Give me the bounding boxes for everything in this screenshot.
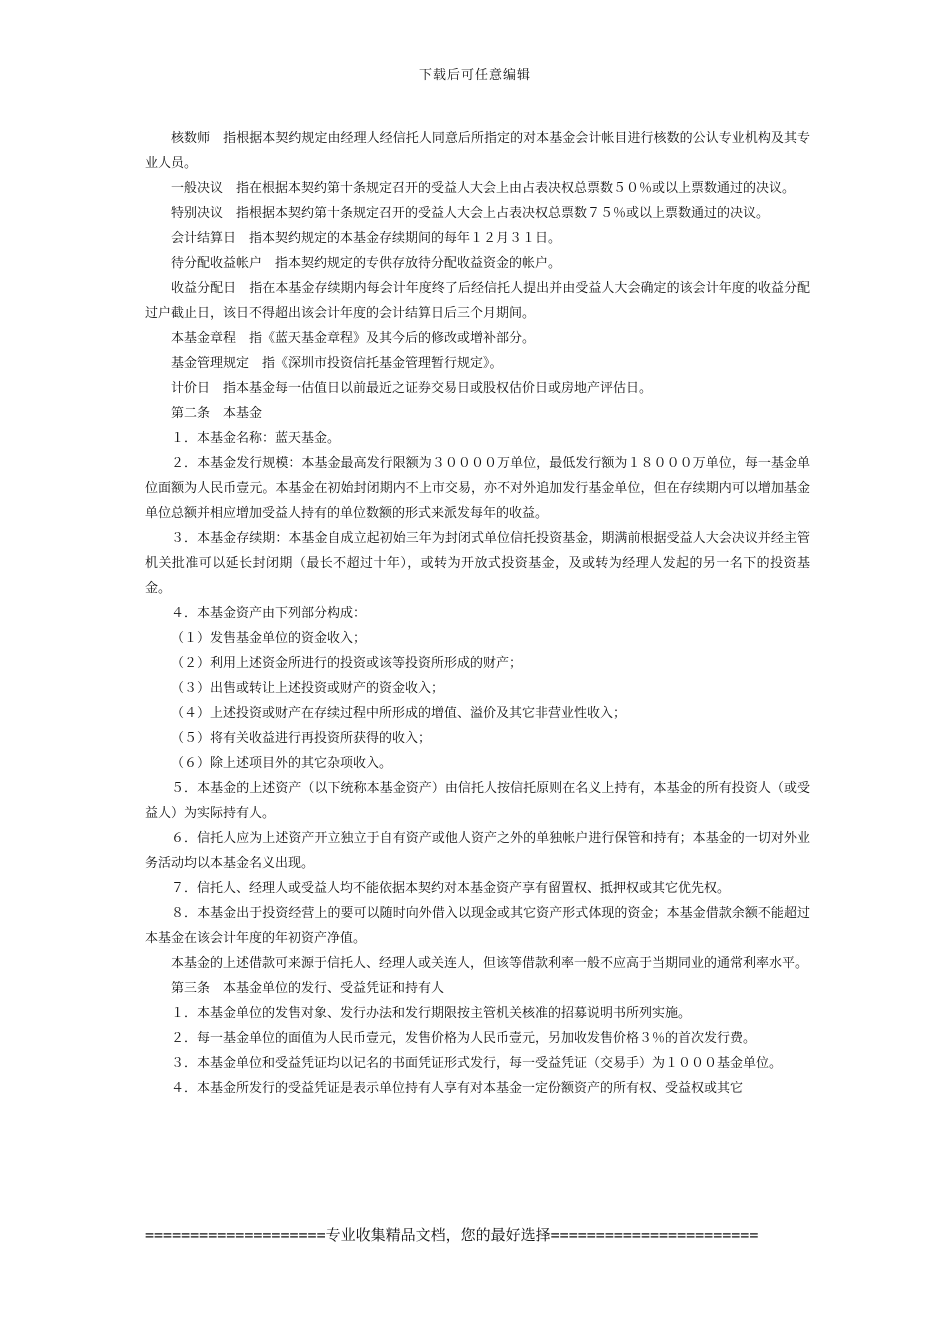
document-body (145, 126, 810, 1101)
list-item: （４）上述投资或财产在存续过程中所形成的增值、溢价及其它非营业性收入； (171, 706, 627, 721)
paragraph: ６．信托人应为上述资产开立独立于自有资产或他人资产之外的单独帐户进行保管和持有；本基金的一切对外业务活动均以本基金名义出现。 (145, 831, 810, 871)
paragraph: 计价日 指本基金每一估值日以前最近之证券交易日或股权估价日或房地产评估日。 (171, 381, 653, 396)
section-heading: 第三条 本基金单位的发行、受益凭证和持有人 (171, 981, 445, 996)
paragraph: ８．本基金出于投资经营上的要可以随时向外借入以现金或其它资产形式体现的资金；本基金借款余额不能超过本基金在该会计年度的年初资产净值。 (145, 906, 810, 946)
paragraph: ３．本基金存续期：本基金自成立起初始三年为封闭式单位信托投资基金，期满前根据受益人大会决议并经主管机关批准可以延长封闭期（最长不超过十年），或转为开放式投资基金，及或转为经理人发起的另一名下的投资基金。 (145, 531, 810, 596)
paragraph: ７．信托人、经理人或受益人均不能依据本契约对本基金资产享有留置权、抵押权或其它优先权。 (171, 881, 731, 896)
page-footer (145, 1224, 810, 1246)
list-item: （６）除上述项目外的其它杂项收入。 (171, 756, 393, 771)
paragraph: 收益分配日 指在本基金存续期内每会计年度终了后经信托人提出并由受益人大会确定的该会计年度的收益分配过户截止日，该日不得超出该会计年度的会计结算日后三个月期间。 (145, 281, 810, 321)
list-item: （１）发售基金单位的资金收入； (171, 631, 367, 646)
list-item: （２）利用上述资金所进行的投资或该等投资所形成的财产； (171, 656, 523, 671)
section-heading: 第二条 本基金 (171, 406, 263, 421)
paragraph: 核数师 指根据本契约规定由经理人经信托人同意后所指定的对本基金会计帐目进行核数的公认专业机构及其专业人员。 (145, 131, 810, 171)
list-item: （５）将有关收益进行再投资所获得的收入； (171, 731, 432, 746)
paragraph: 特别决议 指根据本契约第十条规定召开的受益人大会上占表决权总票数７５％或以上票数通过的决议。 (171, 206, 770, 221)
page-header: 下载后可任意编辑 (418, 68, 531, 83)
paragraph: 会计结算日 指本契约规定的本基金存续期间的每年１２月３１日。 (171, 231, 562, 246)
paragraph: ２．每一基金单位的面值为人民币壹元，发售价格为人民币壹元，另加收发售价格３％的首次发行费。 (171, 1031, 757, 1046)
paragraph: 本基金的上述借款可来源于信托人、经理人或关连人，但该等借款利率一般不应高于当期同业的通常利率水平。 (171, 956, 809, 971)
paragraph: ４．本基金资产由下列部分构成： (171, 606, 367, 621)
footer-text: 专业收集精品文档，您的最好选择 (325, 1226, 551, 1244)
list-item: （３）出售或转让上述投资或财产的资金收入； (171, 681, 445, 696)
footer-rule-left: ==================== (145, 1226, 326, 1244)
paragraph: １．本基金单位的发售对象、发行办法和发行期限按主管机关核准的招募说明书所列实施。 (171, 1006, 692, 1021)
paragraph: ３．本基金单位和受益凭证均以记名的书面凭证形式发行，每一受益凭证（交易手）为１０００基金单位。 (171, 1056, 783, 1071)
paragraph: 基金管理规定 指《深圳市投资信托基金管理暂行规定》。 (171, 356, 503, 371)
paragraph: 一般决议 指在根据本契约第十条规定召开的受益人大会上由占表决权总票数５０％或以上票数通过的决议。 (171, 181, 796, 196)
paragraph: 本基金章程 指《蓝天基金章程》及其今后的修改或增补部分。 (171, 331, 536, 346)
paragraph: ４．本基金所发行的受益凭证是表示单位持有人享有对本基金一定份额资产的所有权、受益权或其它 (171, 1081, 744, 1096)
paragraph: ２．本基金发行规模：本基金最高发行限额为３００００万单位，最低发行额为１８０００万单位，每一基金单位面额为人民币壹元。本基金在初始封闭期内不上市交易，亦不对外追加发行基金单位，但在存续期内可以增加基金单位总额并相应增加受益人持有的单位数额的形式来派发每年的收益。 (145, 456, 810, 521)
paragraph: １．本基金名称：蓝天基金。 (171, 431, 341, 446)
paragraph: 待分配收益帐户 指本契约规定的专供存放待分配收益资金的帐户。 (171, 256, 562, 271)
paragraph: ５．本基金的上述资产（以下统称本基金资产）由信托人按信托原则在名义上持有，本基金的所有投资人（或受益人）为实际持有人。 (145, 781, 810, 821)
footer-rule-right: ======================= (550, 1226, 759, 1244)
